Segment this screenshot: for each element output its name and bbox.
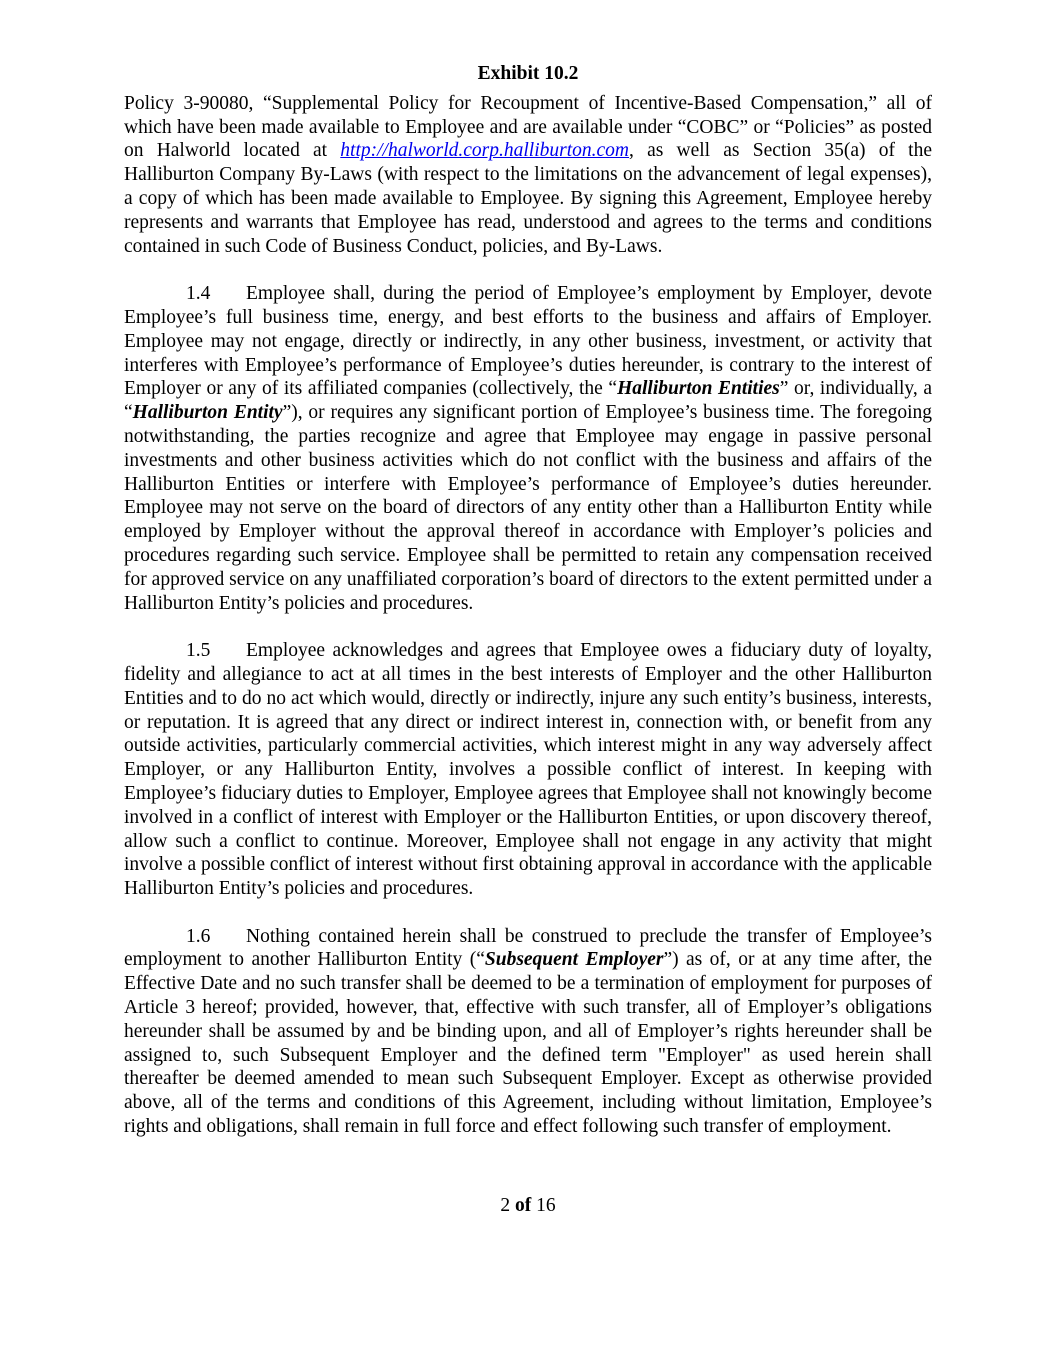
section-1-6-text-1: Nothing contained herein shall be construed to preclude the transfer of Employee’s employment to another Halliburton Entity (“	[124, 925, 932, 971]
section-1-5-paragraph	[124, 639, 932, 901]
section-1-6-paragraph	[124, 925, 932, 1139]
page-of-label: of	[515, 1195, 532, 1216]
document-page	[124, 62, 932, 1163]
defined-term-halliburton-entities: Halliburton Entities	[617, 378, 780, 400]
defined-term-halliburton-entity: Halliburton Entity	[132, 402, 283, 424]
section-number: 1.5	[186, 640, 211, 662]
section-1-4-text-3: ”), or requires any significant portion of Employee’s business time. The foregoing notwithstanding, the parties recognize and agree that Employee may engage in passive personal investments and other business activities which do not conflict with the business and affairs of the Halliburton Entities or interfere with Employee’s performance of Employee’s duties hereunder. Employee may not serve on the board of directors of any entity other than a Halliburton Entity while employed by Employer without the approval thereof in accordance with Employer’s policies and procedures regarding such service. Employee shall be permitted to retain any compensation received for approved service on any unaffiliated corporation’s board of directors to the extent permitted under a Halliburton Entity’s policies and procedures.	[124, 402, 932, 614]
section-1-5-text: Employee acknowledges and agrees that Employee owes a fiduciary duty of loyalty, fidelity and allegiance to act at all times in the best interests of Employer and the other Halliburton Entities and to do no act which would, directly or indirectly, injure any such entity’s business, interests, or reputation. It is agreed that any direct or indirect interest in, connection with, or benefit from any outside activities, particularly commercial activities, which interest might in any way adversely affect Employer, or any Halliburton Entity, involves a possible conflict of interest. In keeping with Employee’s fiduciary duties to Employer, Employee agrees that Employee shall not knowingly become involved in a conflict of interest with Employer or the Halliburton Entities, or upon discovery thereof, allow such a conflict to continue. Moreover, Employee shall not engage in any activity that might involve a possible conflict of interest without first obtaining approval in accordance with the applicable Halliburton Entity’s policies and procedures.	[124, 640, 932, 900]
defined-term-subsequent-employer: Subsequent Employer	[484, 949, 664, 971]
current-page: 2	[500, 1195, 511, 1216]
continuation-paragraph	[124, 92, 932, 259]
continuation-text-1: Policy 3-90080, “Supplemental Policy for Recoupment of Incentive-Based Compensation,” all of which have been made available to Employee and are available under “COBC” or “Policies” as posted on Halworld located at	[124, 92, 932, 162]
section-1-4-text-1: Employee shall, during the period of Employee’s employment by Employer, devote Employee’s full business time, energy, and best efforts to the business and affairs of Employer. Employee may not engage, directly or indirectly, in any other business, investment, or activity that interferes with Employee’s performance of Employee’s duties hereunder, is contrary to the interest of Employer or any of its affiliated companies (collectively, the “	[124, 283, 932, 400]
page-number-footer	[124, 1194, 932, 1218]
section-1-4-text-2: ” or, individually, a “	[124, 378, 932, 424]
exhibit-heading: Exhibit 10.2	[477, 63, 579, 84]
halworld-link[interactable]: http://halworld.corp.halliburton.com	[340, 140, 630, 162]
total-pages: 16	[536, 1195, 556, 1216]
continuation-text-2: , as well as Section 35(a) of the Halliburton Company By-Laws (with respect to the limitations on the advancement of legal expenses), a copy of which has been made available to Employee. By signing this Agreement, Employee hereby represents and warrants that Employee has read, understood and agrees to the terms and conditions contained in such Code of Business Conduct, policies, and By-Laws.	[124, 140, 932, 257]
section-number: 1.4	[186, 283, 211, 305]
section-1-4-paragraph	[124, 282, 932, 615]
section-number: 1.6	[186, 925, 211, 947]
section-1-6-text-2: ”) as of, or at any time after, the Effective Date and no such transfer shall be deemed to be a termination of employment for purposes of Article 3 hereof; provided, however, that, effective with such transfer, all of Employer’s obligations hereunder shall be assumed by and be binding upon, and all of Employer’s rights hereunder shall be assigned to, such Subsequent Employer and the defined term "Employer" as used herein shall thereafter be deemed amended to mean such Subsequent Employer. Except as otherwise provided above, all of the terms and conditions of this Agreement, including without limitation, Employee’s rights and obligations, shall remain in full force and effect following such transfer of employment.	[124, 949, 932, 1138]
